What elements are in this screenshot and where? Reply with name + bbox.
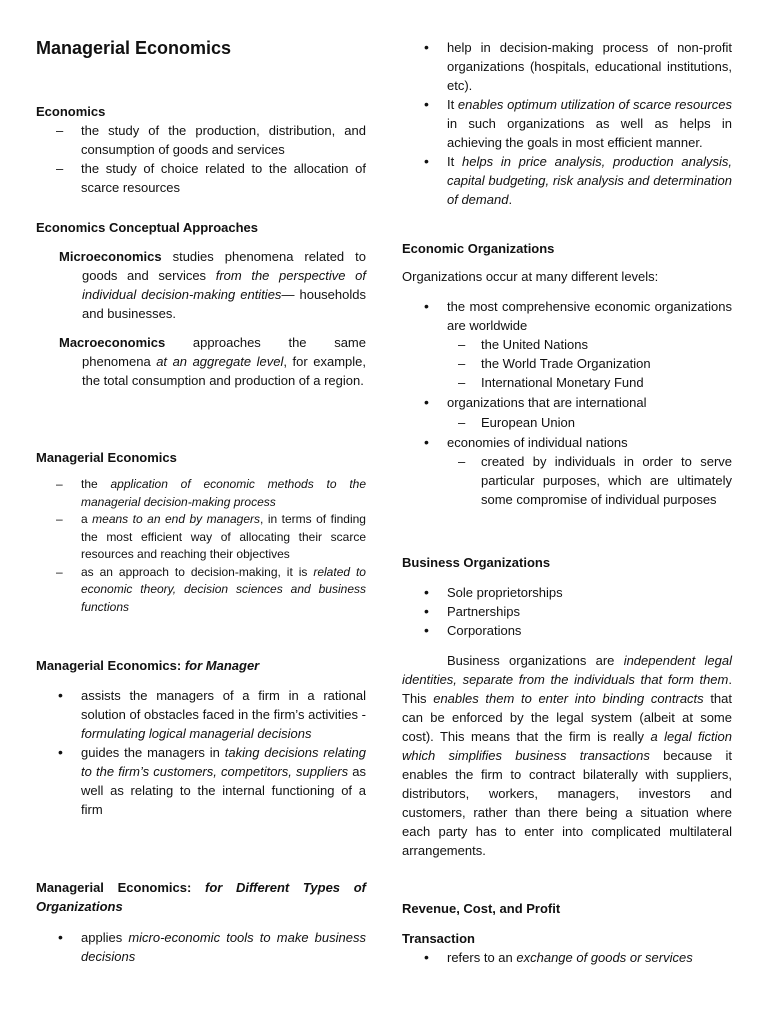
- for-orgs-heading: [36, 878, 366, 916]
- text-run: that can be enforced by the legal system (albeit at some cost). This means that the firm is really: [402, 691, 733, 744]
- for-manager-heading: [36, 656, 366, 675]
- econ-orgs-section: [402, 239, 732, 509]
- text-run: assists the managers of a firm in a rational solution of obstacles faced in the firm’s activities -: [81, 688, 366, 722]
- text-run: It: [447, 97, 458, 112]
- approaches-section: [36, 218, 366, 390]
- managerial-heading: Managerial Economics: [36, 450, 177, 465]
- for-manager-section: [36, 656, 366, 819]
- list-item: – the United Nations: [402, 335, 732, 354]
- econ-orgs-intro: Organizations occur at many different levels:: [402, 269, 659, 284]
- for-orgs-section: [36, 878, 366, 966]
- text-run: , for example, the total consumption and production of a region.: [82, 354, 366, 388]
- text-run: Managerial Economics:: [36, 658, 185, 673]
- text-run: as well as relating to the internal functioning of a firm: [81, 764, 366, 817]
- microeconomics-paragraph: [59, 247, 366, 323]
- transaction-heading: Transaction: [402, 931, 475, 946]
- text-run: Managerial Economics:: [36, 880, 205, 895]
- list-item: – International Monetary Fund: [402, 373, 732, 392]
- macroeconomics-term: Macroeconomics: [59, 335, 166, 350]
- list-item: [36, 564, 366, 617]
- text-run: helps in price analysis, production analysis, capital budgeting, risk analysis and determination of demand: [447, 154, 732, 207]
- business-orgs-paragraph: [402, 651, 732, 860]
- list-item: [36, 476, 366, 511]
- revenue-heading: Revenue, Cost, and Profit: [402, 901, 561, 916]
- managerial-list: [36, 476, 366, 616]
- text-run: It: [447, 154, 462, 169]
- text-run: the: [81, 477, 111, 491]
- managerial-section: [36, 448, 366, 616]
- list-item: [36, 743, 366, 819]
- text-run: because it enables the firm to contract bilaterally with suppliers, distributors, workers, managers, investors and customers, rather than there being a situation where each party has to enter into complicated multilateral arrangements.: [402, 748, 732, 858]
- text-run: independent legal identities, separate from the individuals that form them: [402, 653, 732, 687]
- text-run: applies: [81, 930, 129, 945]
- list-item: • help in decision-making process of non-profit organizations (hospitals, educational institutions, etc).: [402, 38, 732, 95]
- econ-orgs-list: [402, 297, 732, 335]
- text-run: a legal fiction which simplifies business transactions: [402, 729, 732, 763]
- business-orgs-heading: Business Organizations: [402, 555, 551, 570]
- text-run: Business organizations are: [447, 653, 624, 668]
- list-item: [36, 928, 366, 966]
- worldwide-orgs-list: [402, 335, 732, 392]
- economics-section: [36, 102, 366, 197]
- for-manager-list: [36, 686, 366, 819]
- text-run: — households and businesses.: [82, 287, 366, 321]
- text-run: means to an end by managers: [92, 512, 260, 526]
- list-item: – the World Trade Organization: [402, 354, 732, 373]
- text-run: for Different Types of Organizations: [36, 880, 366, 914]
- economics-definitions: [36, 121, 366, 197]
- text-run: a: [81, 512, 93, 526]
- list-item: [36, 511, 366, 564]
- text-run: .: [508, 192, 513, 207]
- text-run: formulating logical managerial decisions: [81, 726, 312, 741]
- list-item: • Partnerships: [402, 602, 732, 621]
- list-item: • organizations that are international: [402, 393, 732, 412]
- list-item: [36, 686, 366, 743]
- econ-orgs-heading: Economic Organizations: [402, 241, 555, 256]
- for-orgs-list: [36, 928, 366, 966]
- text-run: approaches the same phenomena: [82, 335, 366, 369]
- approaches-heading: Economics Conceptual Approaches: [36, 220, 259, 235]
- text-run: as an approach to decision-making, it is: [81, 564, 314, 579]
- list-item: – European Union: [402, 413, 732, 432]
- business-types-list: [402, 583, 732, 640]
- text-run: in such organizations as well as helps in achieving the goals in most efficient manner.: [447, 116, 732, 150]
- list-item: • Corporations: [402, 621, 732, 640]
- page-title: Managerial Economics: [36, 38, 232, 58]
- list-item: [402, 152, 732, 209]
- list-item: • economies of individual nations: [402, 433, 732, 452]
- list-item: [402, 95, 732, 152]
- text-run: related to economic theory, decision sciences and business functions: [81, 564, 366, 614]
- macroeconomics-paragraph: [59, 333, 366, 390]
- microeconomics-term: Microeconomics: [59, 249, 162, 264]
- econ-orgs-list-3: [402, 433, 732, 452]
- text-run: application of economic methods to the managerial decision-making process: [81, 477, 367, 509]
- text-run: taking decisions relating to the firm’s customers, competitors, suppliers: [81, 745, 366, 779]
- text-run: for Manager: [184, 658, 260, 673]
- list-item: – created by individuals in order to serve particular purposes, which are ultimately some compromise of individual purposes: [402, 452, 732, 509]
- text-run: studies phenomena related to goods and services: [82, 249, 366, 283]
- list-item: • the most comprehensive economic organizations are worldwide: [402, 297, 732, 335]
- list-item: – the study of the production, distribution, and consumption of goods and services: [36, 121, 366, 159]
- text-run: micro-economic tools to make business decisions: [81, 930, 366, 964]
- text-run: refers to an: [447, 950, 517, 965]
- text-run: guides the managers in: [81, 745, 225, 760]
- transaction-list: [402, 948, 732, 967]
- list-item: [402, 948, 732, 967]
- text-run: , in terms of finding the most efficient way of allocating their scarce resources and reaching their objectives: [81, 512, 366, 561]
- text-run: from the perspective of individual decision-making entities: [82, 268, 367, 302]
- nonprofit-list: [402, 38, 732, 209]
- international-orgs-list: [402, 413, 732, 432]
- text-run: at an aggregate level: [156, 354, 284, 369]
- business-orgs-section: [402, 553, 732, 860]
- revenue-section: [402, 899, 732, 967]
- text-run: enables optimum utilization of scarce resources: [457, 97, 732, 112]
- econ-orgs-list-2: [402, 393, 732, 412]
- economics-heading: Economics: [36, 104, 106, 119]
- text-run: . This: [402, 672, 732, 706]
- list-item: – the study of choice related to the allocation of scarce resources: [36, 159, 366, 197]
- nations-list: [402, 452, 732, 509]
- text-run: exchange of goods or services: [516, 950, 693, 965]
- text-run: enables them to enter into binding contracts: [433, 691, 704, 706]
- list-item: • Sole proprietorships: [402, 583, 732, 602]
- nonprofit-section: [402, 38, 732, 209]
